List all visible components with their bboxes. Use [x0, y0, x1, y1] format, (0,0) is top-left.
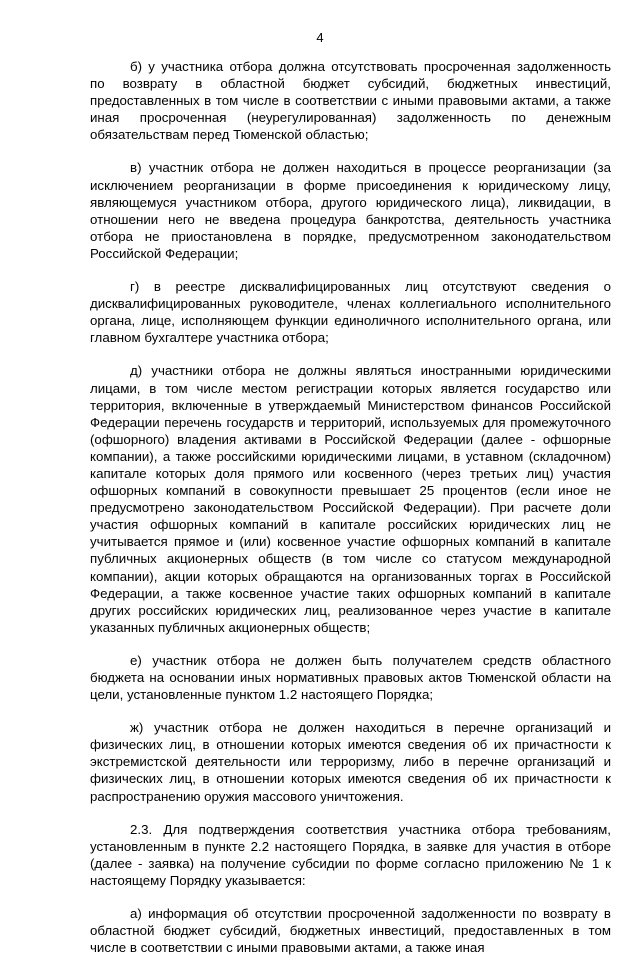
paragraph-2-3: 2.3. Для подтверждения соответствия участника отбора требованиям, установленным в пункте 2.2 настоящего Порядка, в заявке для участия в отборе (далее - заявка) на получение субсидии по форме согласно приложению № 1 к настоящему Порядку указывается:	[90, 821, 611, 888]
page-number: 4	[316, 30, 324, 45]
paragraph-d: д) участники отбора не должны являться иностранными юридическими лицами, в том числе местом регистрации которых является государство или территория, включенные в утверждаемый Министерством финансов Российской Федерации перечень государств и территорий, используемых для промежуточного (офшорного) владения активами в Российской Федерации (далее - офшорные компании), а также российскими юридическими лицами, в уставном (складочном) капитале которых доля прямого или косвенного (через третьих лиц) участия офшорных компаний в совокупности превышает 25 процентов (если иное не предусмотрено законодательством Российской Федерации). При расчете доли участия офшорных компаний в капитале российских юридических лиц не учитывается прямое и (или) косвенное участие офшорных компаний в капитале публичных акционерных обществ (в том числе со статусом международной компании), акции которых обращаются на организованных торгах в Российской Федерации, а также косвенное участие таких офшорных компаний в капитале других российских юридических лиц, реализованное через участие в капитале указанных публичных акционерных обществ;	[90, 363, 611, 635]
paragraph-v: в) участник отбора не должен находиться в процессе реорганизации (за исключением реорганизации в форме присоединения к юридическому лицу, являющемуся участником отбора, другого юридического лица), ликвидации, в отношении него не введена процедура банкротства, деятельность участника отбора не приостановлена в порядке, предусмотренном законодательством Российской Федерации;	[90, 160, 611, 261]
paragraph-g: г) в реестре дисквалифицированных лиц отсутствуют сведения о дисквалифицированных руководителе, членах коллегиального исполнительного органа, лице, исполняющем функции единоличного исполнительного органа, или главном бухгалтере участника отбора;	[90, 279, 611, 346]
paragraph-zh: ж) участник отбора не должен находиться в перечне организаций и физических лиц, в отношении которых имеются сведения об их причастности к экстремистской деятельности или терроризму, либо в перечне организаций и физических лиц, в отношении которых имеются сведения об их причастности к распространению оружия массового уничтожения.	[90, 720, 611, 804]
paragraph-a: а) информация об отсутствии просроченной задолженности по возврату в областной бюджет субсидий, бюджетных инвестиций, предоставленных в том числе в соответствии с иными правовыми актами, а также иная	[90, 906, 611, 956]
paragraph-e: е) участник отбора не должен быть получателем средств областного бюджета на основании иных нормативных правовых актов Тюменской области на цели, установленные пунктом 1.2 настоящего Порядка;	[90, 652, 611, 703]
paragraph-b: б) у участника отбора должна отсутствовать просроченная задолженность по возврату в областной бюджет субсидий, бюджетных инвестиций, предоставленных в том числе в соответствии с иными правовыми актами, а также иная просроченная (неурегулированная) задолженность по денежным обязательствам перед Тюменской областью;	[90, 59, 611, 143]
document-body	[90, 58, 611, 972]
